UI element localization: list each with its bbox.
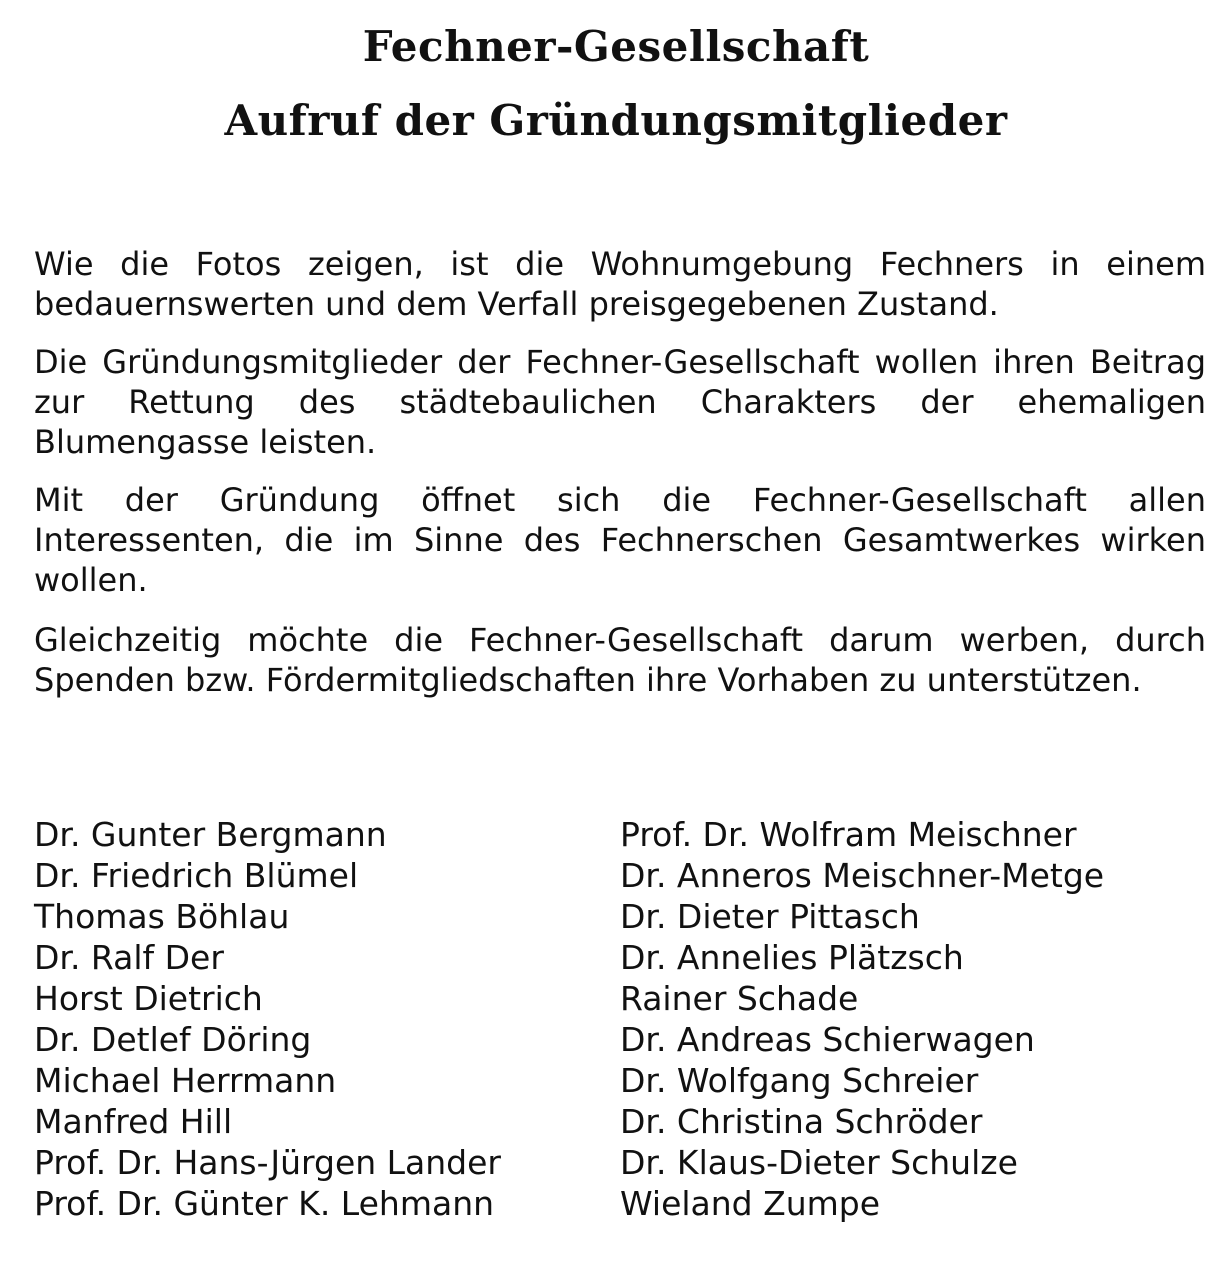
member-name: Dr. Detlef Döring bbox=[34, 1020, 312, 1059]
document-title: Fechner-Gesellschaft bbox=[362, 22, 870, 71]
member-name: Dr. Annelies Plätzsch bbox=[620, 938, 964, 977]
member-name: Dr. Friedrich Blümel bbox=[34, 856, 359, 895]
member-name: Prof. Dr. Hans-Jürgen Lander bbox=[34, 1143, 501, 1182]
paragraph-4: Gleichzeitig möchte die Fechner-Gesellschaft darum werben, durch Spenden bzw. Fördermitgliedschaften ihre Vorhaben zu unterstützen. bbox=[34, 621, 1206, 699]
member-name: Dr. Ralf Der bbox=[34, 938, 224, 977]
member-name: Dr. Klaus-Dieter Schulze bbox=[620, 1143, 1018, 1182]
paragraph-2: Die Gründungsmitglieder der Fechner-Gesellschaft wollen ihren Beitrag zur Rettung des städtebaulichen Charakters der ehemaligen Blumengasse leisten. bbox=[34, 343, 1206, 461]
member-name: Horst Dietrich bbox=[34, 979, 263, 1018]
member-name: Wieland Zumpe bbox=[620, 1184, 881, 1223]
member-name: Rainer Schade bbox=[620, 979, 859, 1018]
members-list-right bbox=[620, 814, 1210, 1224]
members-list-left bbox=[34, 814, 594, 1224]
member-name: Thomas Böhlau bbox=[34, 897, 290, 936]
member-name: Dr. Andreas Schierwagen bbox=[620, 1020, 1035, 1059]
paragraph-1: Wie die Fotos zeigen, ist die Wohnumgebung Fechners in einem bedauernswerten und dem Verfall preisgegebenen Zustand. bbox=[34, 245, 1206, 323]
member-name: Prof. Dr. Wolfram Meischner bbox=[620, 815, 1077, 854]
member-name: Manfred Hill bbox=[34, 1102, 233, 1141]
member-name: Dr. Dieter Pittasch bbox=[620, 897, 920, 936]
member-name: Dr. Anneros Meischner-Metge bbox=[620, 856, 1105, 895]
member-name: Prof. Dr. Günter K. Lehmann bbox=[34, 1184, 495, 1223]
member-name: Michael Herrmann bbox=[34, 1061, 337, 1100]
paragraph-3: Mit der Gründung öffnet sich die Fechner-Gesellschaft allen Interessenten, die im Sinne des Fechnerschen Gesamtwerkes wirken wollen. bbox=[34, 481, 1206, 599]
member-name: Dr. Gunter Bergmann bbox=[34, 815, 387, 854]
member-name: Dr. Wolfgang Schreier bbox=[620, 1061, 979, 1100]
document-subtitle: Aufruf der Gründungsmitglieder bbox=[224, 96, 1008, 145]
member-name: Dr. Christina Schröder bbox=[620, 1102, 983, 1141]
